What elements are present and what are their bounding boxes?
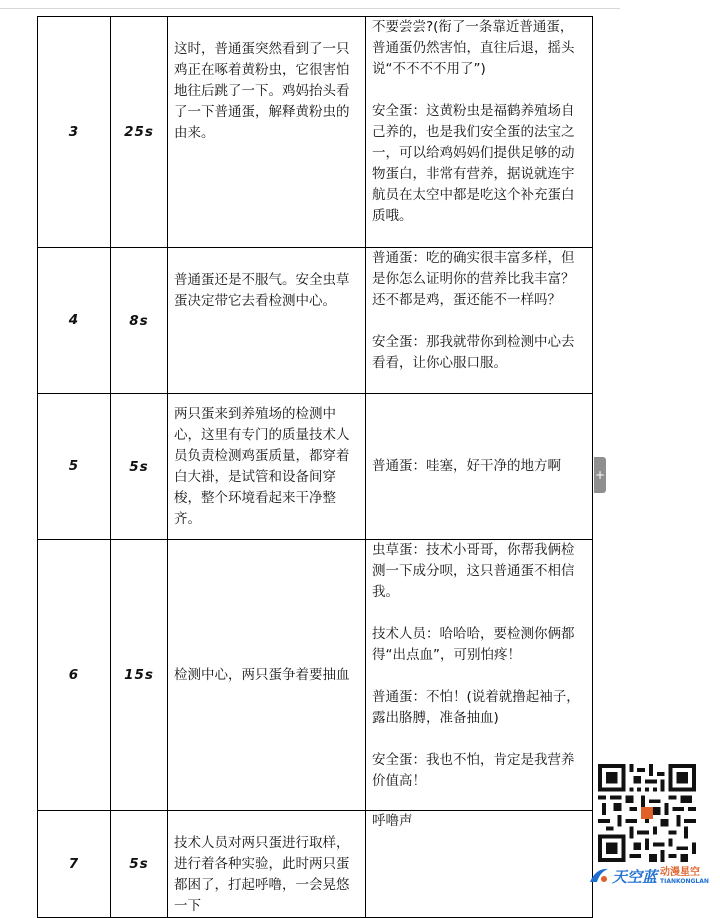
shot-number: 4	[38, 248, 111, 394]
logo-subtitle-en: TIANKONGLAN	[660, 877, 709, 885]
logo-wordmark: 天空蓝	[612, 867, 658, 886]
shot-duration: 5s	[111, 811, 168, 918]
shot-duration: 8s	[111, 248, 168, 394]
dialogue-line: 普通蛋：哇塞，好干净的地方啊	[372, 458, 561, 474]
dialogue-line: 安全蛋：那我就带你到检测中心去看看，让你心服口服。	[372, 334, 575, 371]
logo-subtitle-cn: 动漫星空	[660, 866, 701, 878]
shot-duration: 5s	[111, 394, 168, 540]
table-row	[38, 248, 593, 394]
brand-logo	[588, 863, 718, 889]
shot-duration: 15s	[111, 540, 168, 811]
table-row	[38, 394, 593, 540]
shot-description: 检测中心，两只蛋争着要抽血	[168, 540, 366, 811]
dialogue-line: 呼噜声	[372, 813, 413, 829]
shot-description: 技术人员对两只蛋进行取样，进行着各种实验，此时两只蛋都困了，打起呼噜，一会晃悠一下	[168, 811, 366, 918]
dialogue-line: 不要尝尝?(衔了一条靠近普通蛋，普通蛋仍然害怕，直往后退，摇头说“不不不不用了”)	[372, 19, 575, 77]
qr-code-image	[597, 764, 697, 862]
shot-number: 7	[38, 811, 111, 918]
table-row	[38, 540, 593, 811]
page-margin-guide	[0, 0, 620, 9]
shot-description: 普通蛋还是不服气。安全虫草蛋决定带它去看检测中心。	[168, 248, 366, 394]
shot-dialogue	[366, 17, 593, 248]
expand-panel-tab[interactable]: +	[594, 457, 606, 493]
shot-description: 这时，普通蛋突然看到了一只鸡正在啄着黄粉虫，它很害怕地往后跳了一下。鸡妈抬头看了一下普通蛋，解释黄粉虫的由来。	[168, 17, 366, 248]
logo-subtitle	[660, 867, 709, 886]
shot-number: 5	[38, 394, 111, 540]
logo-swoosh-icon	[588, 866, 610, 886]
dialogue-line: 技术人员：哈哈哈，要检测你俩都得“出点血”，可别怕疼！	[372, 626, 575, 663]
storyboard-table	[37, 16, 593, 918]
dialogue-line: 虫草蛋：技术小哥哥，你帮我俩检测一下成分呗，这只普通蛋不相信我。	[372, 542, 575, 600]
shot-description: 两只蛋来到养殖场的检测中心，这里有专门的质量技术人员负责检测鸡蛋质量，都穿着白大褂，是试管和设备间穿梭，整个环境看起来干净整齐。	[168, 394, 366, 540]
shot-dialogue	[366, 394, 593, 540]
dialogue-line: 普通蛋：不怕！(说着就撸起袖子，露出胳膊，准备抽血)	[372, 689, 580, 726]
shot-number: 6	[38, 540, 111, 811]
dialogue-line: 安全蛋：我也不怕，肯定是我营养价值高！	[372, 752, 575, 789]
dialogue-line: 普通蛋：吃的确实很丰富多样，但是你怎么证明你的营养比我丰富？还不都是鸡，蛋还能不一样吗？	[372, 250, 575, 308]
shot-number: 3	[38, 17, 111, 248]
shot-dialogue	[366, 540, 593, 811]
shot-duration: 25s	[111, 17, 168, 248]
shot-dialogue	[366, 811, 593, 918]
table-row	[38, 17, 593, 248]
dialogue-line: 安全蛋：这黄粉虫是福鹤养殖场自己养的，也是我们安全蛋的法宝之一，可以给鸡妈妈们提供足够的动物蛋白，非常有营养，据说就连宇航员在太空中都是吃这个补充蛋白质哦。	[372, 103, 575, 224]
shot-dialogue	[366, 248, 593, 394]
table-row	[38, 811, 593, 918]
